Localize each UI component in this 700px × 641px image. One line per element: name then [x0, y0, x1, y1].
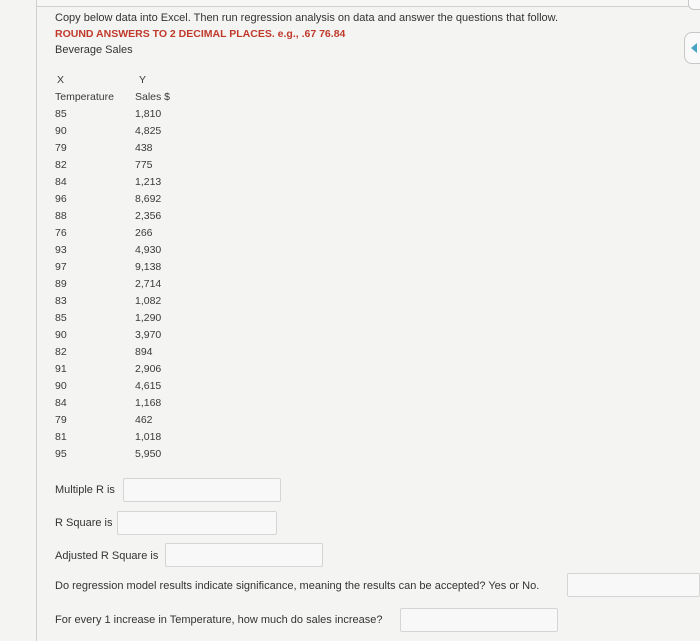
sales-value: 3,970: [135, 329, 162, 341]
sales-value: 5,950: [135, 448, 162, 460]
temperature-value: 95: [55, 448, 67, 460]
temperature-value: 83: [55, 295, 67, 307]
sales-value: 4,930: [135, 244, 162, 256]
sales-header: Sales $: [135, 91, 171, 103]
temperature-value: 79: [55, 414, 67, 426]
slope-input[interactable]: [400, 608, 558, 632]
temperature-value: 76: [55, 227, 67, 239]
sales-value: 2,356: [135, 210, 162, 222]
multiple-r-input[interactable]: [123, 478, 281, 502]
sales-value: 8,692: [135, 193, 162, 205]
r-square-label: R Square is: [55, 517, 113, 529]
temperature-value: 85: [55, 108, 67, 120]
sales-value: 1,168: [135, 397, 162, 409]
adjusted-r-square-input[interactable]: [165, 543, 323, 567]
temperature-value: 91: [55, 363, 67, 375]
temperature-header: Temperature: [55, 91, 114, 103]
temperature-value: 90: [55, 125, 67, 137]
temperature-value: 85: [55, 312, 67, 324]
sales-value: 4,825: [135, 125, 162, 137]
sales-value: 2,714: [135, 278, 162, 290]
sales-value: 9,138: [135, 261, 162, 273]
rounding-instruction: ROUND ANSWERS TO 2 DECIMAL PLACES. e.g., .67 76.84: [55, 28, 346, 40]
temperature-value: 96: [55, 193, 67, 205]
temperature-value: 81: [55, 431, 67, 443]
significance-input[interactable]: [567, 573, 700, 597]
temperature-value: 84: [55, 397, 67, 409]
sales-value: 462: [135, 414, 153, 426]
y-label: Y: [139, 74, 147, 86]
adjusted-r-square-label: Adjusted R Square is: [55, 550, 159, 562]
temperature-value: 84: [55, 176, 67, 188]
temperature-value: 89: [55, 278, 67, 290]
instructions: [55, 10, 558, 58]
sales-value: 1,082: [135, 295, 162, 307]
left-border: [36, 0, 37, 641]
top-border: [36, 0, 700, 7]
sales-value: 2,906: [135, 363, 162, 375]
temperature-value: 90: [55, 380, 67, 392]
instruction-text: Copy below data into Excel. Then run regression analysis on data and answer the questions that follow.: [55, 12, 559, 24]
sales-value: 894: [135, 346, 153, 358]
sales-value: 1,290: [135, 312, 162, 324]
temperature-value: 82: [55, 346, 67, 358]
temperature-value: 90: [55, 329, 67, 341]
temperature-value: 88: [55, 210, 67, 222]
sales-value: 1,018: [135, 431, 162, 443]
side-panel-toggle[interactable]: [684, 32, 700, 64]
sales-value: 1,810: [135, 108, 162, 120]
sales-value: 775: [135, 159, 153, 171]
temperature-value: 79: [55, 142, 67, 154]
sales-value: 1,213: [135, 176, 162, 188]
chevron-left-icon: [691, 43, 697, 53]
slope-label: For every 1 increase in Temperature, how much do sales increase?: [55, 614, 383, 626]
sales-value: 438: [135, 142, 153, 154]
x-label: X: [57, 74, 65, 86]
significance-label: Do regression model results indicate significance, meaning the results can be accepted? Yes or No.: [55, 580, 540, 592]
temperature-value: 82: [55, 159, 67, 171]
r-square-input[interactable]: [117, 511, 277, 535]
dataset-title: Beverage Sales: [55, 44, 133, 56]
multiple-r-label: Multiple R is: [55, 484, 115, 496]
temperature-value: 97: [55, 261, 67, 273]
temperature-value: 93: [55, 244, 67, 256]
sales-value: 266: [135, 227, 153, 239]
side-tab-top[interactable]: [688, 0, 700, 10]
sales-value: 4,615: [135, 380, 162, 392]
